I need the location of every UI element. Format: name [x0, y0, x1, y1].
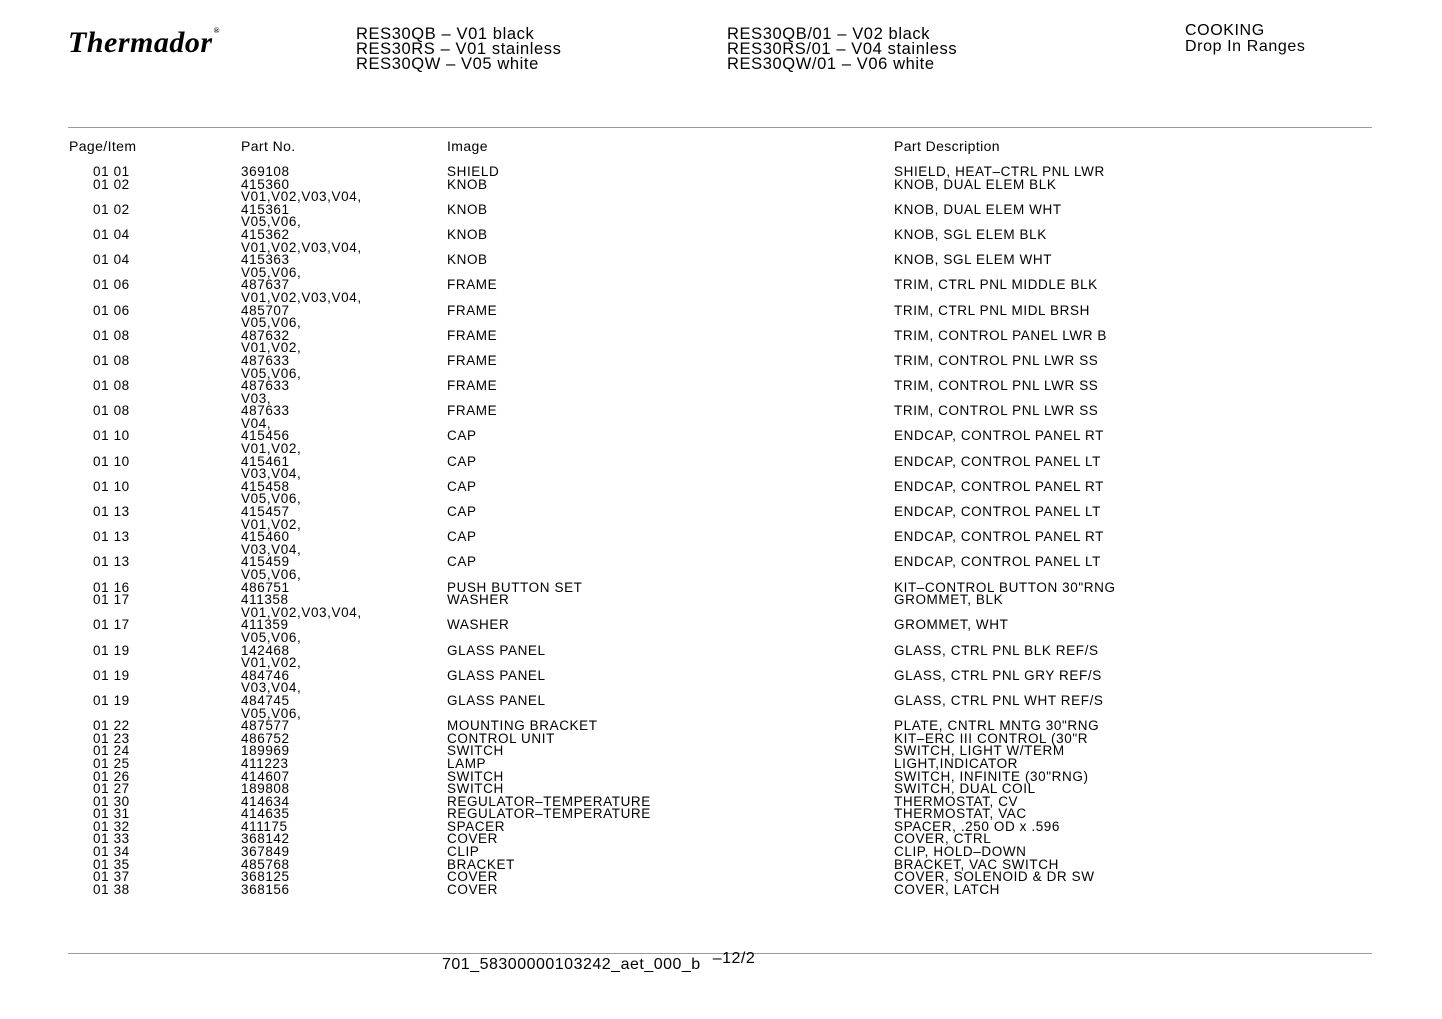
part-number-cell: 485768	[241, 856, 290, 872]
table-row	[0, 579, 1442, 595]
part-description-cell: LIGHT,INDICATOR	[894, 755, 1019, 771]
table-row	[0, 352, 1442, 368]
part-number-cell: V05,V06,	[241, 705, 302, 721]
part-number-cell: 487633	[241, 403, 290, 419]
part-description-cell: CLIP, HOLD–DOWN	[894, 844, 1027, 860]
part-description-cell: COVER, SOLENOID & DR SW	[894, 869, 1095, 885]
table-row	[0, 493, 1442, 506]
part-number-cell: 189969	[241, 743, 290, 759]
parts-table	[0, 166, 1442, 896]
table-row	[0, 856, 1442, 872]
page-item-cell: 01 35	[93, 856, 130, 872]
part-number-cell: 484745	[241, 692, 290, 708]
table-row	[0, 478, 1442, 494]
table-row	[0, 531, 1442, 544]
image-cell: FRAME	[447, 327, 498, 343]
page-item-cell: 01 38	[93, 881, 130, 897]
part-number-cell: 368125	[241, 869, 290, 885]
part-number-cell: 414634	[241, 793, 290, 809]
part-description-cell: SWITCH, LIGHT W/TERM	[894, 743, 1065, 759]
part-description-cell: GLASS, CTRL PNL BLK REF/S	[894, 642, 1099, 658]
table-row	[0, 682, 1442, 695]
model-line: RES30QB/01 – V02 black	[727, 25, 931, 43]
table-row	[0, 720, 1442, 733]
page-item-cell: 01 02	[93, 176, 130, 192]
page-item-cell: 01 19	[93, 667, 130, 683]
page-item-cell: 01 08	[93, 352, 130, 368]
table-row	[0, 705, 1442, 721]
part-number-cell: 487632	[241, 327, 290, 343]
page-item-cell: 01 32	[93, 818, 130, 834]
page-item-cell: 01 31	[93, 806, 130, 822]
table-row	[0, 871, 1442, 884]
image-cell: SPACER	[447, 818, 506, 834]
part-description-cell: GLASS, CTRL PNL GRY REF/S	[894, 667, 1102, 683]
part-description-cell: THERMOSTAT, VAC	[894, 806, 1027, 822]
header-divider	[68, 127, 1372, 128]
table-row	[0, 569, 1442, 582]
part-number-cell: 369108	[241, 164, 290, 179]
table-row	[0, 191, 1442, 204]
part-number-cell: V01,V02,V03,V04,	[241, 289, 362, 305]
table-row	[0, 226, 1442, 242]
part-number-cell: V05,V06,	[241, 491, 302, 507]
table-row	[0, 730, 1442, 746]
part-description-cell: SPACER, .250 OD x .596	[894, 818, 1061, 834]
page-item-cell: 01 16	[93, 579, 130, 595]
category-main: COOKING	[1185, 22, 1265, 39]
model-line: RES30QB – V01 black	[356, 25, 535, 43]
table-row	[0, 453, 1442, 469]
image-cell: SHIELD	[447, 164, 500, 179]
image-cell: REGULATOR–TEMPERATURE	[447, 793, 651, 809]
part-description-cell: SWITCH, DUAL COIL	[894, 781, 1036, 797]
table-row	[0, 415, 1442, 431]
part-number-cell: 415456	[241, 428, 290, 444]
part-number-cell: 415459	[241, 554, 290, 570]
registered-mark: ®	[213, 26, 220, 35]
part-description-cell: TRIM, CTRL PNL MIDDLE BLK	[894, 277, 1098, 293]
part-number-cell: V03,V04,	[241, 680, 302, 696]
table-row	[0, 302, 1442, 318]
part-description-cell: GLASS, CTRL PNL WHT REF/S	[894, 692, 1104, 708]
table-row	[0, 604, 1442, 620]
part-number-cell: 411223	[241, 755, 289, 771]
column-header-image: Image	[447, 138, 488, 154]
part-description-cell: ENDCAP, CONTROL PANEL RT	[894, 428, 1104, 444]
part-number-cell: 487633	[241, 352, 290, 368]
column-header-item: Page/Item	[69, 138, 137, 154]
page-item-cell: 01 22	[93, 718, 130, 734]
part-description-cell: KNOB, DUAL ELEM BLK	[894, 176, 1057, 192]
table-row	[0, 657, 1442, 670]
part-number-cell: 142468	[241, 642, 290, 658]
table-row	[0, 846, 1442, 859]
part-description-cell: THERMOSTAT, CV	[894, 793, 1019, 809]
image-cell: CLIP	[447, 844, 480, 860]
image-cell: COVER	[447, 831, 499, 847]
page-item-cell: 01 08	[93, 327, 130, 343]
part-number-cell: 487577	[241, 718, 290, 734]
table-row	[0, 342, 1442, 355]
part-number-cell: V05,V06,	[241, 567, 302, 582]
part-number-cell: V05,V06,	[241, 365, 302, 381]
image-cell: LAMP	[447, 755, 487, 771]
part-number-cell: V05,V06,	[241, 214, 302, 230]
image-cell: GLASS PANEL	[447, 642, 546, 658]
part-number-cell: V01,V02,V03,V04,	[241, 189, 362, 205]
table-row	[0, 443, 1442, 456]
part-description-cell: TRIM, CONTROL PNL LWR SS	[894, 403, 1099, 419]
page-item-cell: 01 19	[93, 642, 130, 658]
image-cell: KNOB	[447, 201, 488, 217]
table-row	[0, 176, 1442, 192]
part-number-cell: 415461	[241, 453, 290, 469]
part-number-cell: 487637	[241, 277, 290, 293]
image-cell: COVER	[447, 869, 499, 885]
part-description-cell: GROMMET, BLK	[894, 592, 1004, 608]
table-row	[0, 755, 1442, 771]
table-row	[0, 430, 1442, 443]
table-row	[0, 405, 1442, 418]
category-sub: Drop In Ranges	[1185, 37, 1306, 55]
page-number: –12/2	[712, 950, 756, 967]
page-item-cell: 01 06	[93, 277, 130, 293]
table-row	[0, 642, 1442, 658]
image-cell: CAP	[447, 478, 477, 494]
table-row	[0, 380, 1442, 393]
page-item-cell: 01 10	[93, 478, 130, 494]
table-row	[0, 365, 1442, 381]
model-line: RES30RS/01 – V04 stainless	[727, 40, 958, 58]
table-row	[0, 793, 1442, 809]
page-item-cell: 01 17	[93, 617, 130, 633]
part-number-cell: 487633	[241, 378, 290, 394]
part-number-cell: 415460	[241, 529, 290, 545]
document-id: 701_58300000103242_aet_000_b	[442, 956, 701, 973]
part-description-cell: TRIM, CONTROL PANEL LWR B	[894, 327, 1108, 343]
brand-name: Thermador	[68, 26, 213, 59]
part-number-cell: 415457	[241, 504, 290, 520]
part-number-cell: 486751	[241, 579, 290, 595]
page-item-cell: 01 04	[93, 226, 130, 242]
part-number-cell: 189808	[241, 781, 290, 797]
page-item-cell: 01 08	[93, 378, 130, 394]
column-header-part: Part No.	[241, 138, 296, 154]
part-number-cell: V04,	[241, 415, 272, 431]
image-cell: FRAME	[447, 378, 498, 394]
thermador-logo	[68, 26, 220, 60]
image-cell: KNOB	[447, 226, 488, 242]
page-item-cell: 01 17	[93, 592, 130, 608]
part-number-cell: V01,V02,	[241, 340, 302, 356]
part-description-cell: SHIELD, HEAT–CTRL PNL LWR	[894, 164, 1105, 179]
model-list-1	[356, 27, 561, 72]
part-number-cell: V01,V02,	[241, 441, 302, 457]
part-number-cell: V05,V06,	[241, 629, 302, 645]
table-row	[0, 768, 1442, 784]
image-cell: CONTROL UNIT	[447, 730, 555, 746]
table-row	[0, 254, 1442, 267]
image-cell: FRAME	[447, 403, 498, 419]
table-row	[0, 468, 1442, 481]
table-row	[0, 594, 1442, 607]
part-number-cell: V01,V02,	[241, 516, 302, 532]
page-item-cell: 01 27	[93, 781, 130, 797]
part-description-cell: KIT–ERC III CONTROL (30"R	[894, 730, 1089, 746]
part-number-cell: V01,V02,	[241, 655, 302, 671]
page-item-cell: 01 30	[93, 793, 130, 809]
part-number-cell: 411175	[241, 818, 288, 834]
part-number-cell: 415361	[241, 201, 290, 217]
part-description-cell: KIT–CONTROL BUTTON 30"RNG	[894, 579, 1116, 595]
part-description-cell: ENDCAP, CONTROL PANEL RT	[894, 478, 1104, 494]
image-cell: WASHER	[447, 617, 510, 633]
part-number-cell: 415458	[241, 478, 290, 494]
part-description-cell: TRIM, CTRL PNL MIDL BRSH	[894, 302, 1090, 318]
image-cell: GLASS PANEL	[447, 692, 546, 708]
image-cell: FRAME	[447, 277, 498, 293]
page-item-cell: 01 04	[93, 252, 130, 268]
table-row	[0, 619, 1442, 632]
part-number-cell: V01,V02,V03,V04,	[241, 604, 362, 620]
table-row	[0, 289, 1442, 305]
part-description-cell: COVER, LATCH	[894, 881, 1000, 897]
image-cell: CAP	[447, 504, 477, 520]
page-item-cell: 01 13	[93, 504, 130, 520]
table-row	[0, 833, 1442, 846]
part-number-cell: 484746	[241, 667, 290, 683]
page-item-cell: 01 10	[93, 453, 130, 469]
part-number-cell: 415362	[241, 226, 290, 242]
image-cell: SWITCH	[447, 743, 504, 759]
table-row	[0, 818, 1442, 834]
part-number-cell: 368142	[241, 831, 290, 847]
part-number-cell: 368156	[241, 881, 290, 897]
table-row	[0, 264, 1442, 280]
part-description-cell: KNOB, SGL ELEM WHT	[894, 252, 1053, 268]
part-number-cell: V03,V04,	[241, 541, 302, 557]
image-cell: FRAME	[447, 302, 498, 318]
part-number-cell: V01,V02,V03,V04,	[241, 239, 362, 255]
table-row	[0, 239, 1442, 255]
image-cell: KNOB	[447, 176, 488, 192]
table-row	[0, 279, 1442, 292]
table-row	[0, 201, 1442, 217]
page-item-cell: 01 13	[93, 554, 130, 570]
page-item-cell: 01 01	[93, 164, 130, 179]
table-row	[0, 216, 1442, 229]
table-row	[0, 745, 1442, 758]
image-cell: GLASS PANEL	[447, 667, 546, 683]
part-number-cell: V03,V04,	[241, 466, 302, 482]
table-row	[0, 541, 1442, 557]
part-description-cell: SWITCH, INFINITE (30"RNG)	[894, 768, 1089, 784]
part-number-cell: V05,V06,	[241, 315, 302, 331]
image-cell: SWITCH	[447, 768, 504, 784]
table-row	[0, 516, 1442, 532]
image-cell: WASHER	[447, 592, 510, 608]
page-item-cell: 01 25	[93, 755, 130, 771]
page-item-cell: 01 37	[93, 869, 130, 885]
table-row	[0, 390, 1442, 406]
page-item-cell: 01 10	[93, 428, 130, 444]
model-line: RES30QW – V05 white	[356, 55, 539, 73]
part-description-cell: KNOB, DUAL ELEM WHT	[894, 201, 1062, 217]
image-cell: PUSH BUTTON SET	[447, 579, 583, 595]
image-cell: CAP	[447, 453, 477, 469]
part-description-cell: TRIM, CONTROL PNL LWR SS	[894, 378, 1099, 394]
page-item-cell: 01 06	[93, 302, 130, 318]
image-cell: MOUNTING BRACKET	[447, 718, 598, 734]
part-description-cell: ENDCAP, CONTROL PANEL LT	[894, 453, 1101, 469]
table-row	[0, 667, 1442, 683]
image-cell: CAP	[447, 554, 477, 570]
category-label	[1185, 23, 1305, 54]
part-number-cell: 415363	[241, 252, 290, 268]
page-item-cell: 01 19	[93, 692, 130, 708]
image-cell: CAP	[447, 428, 477, 444]
page-item-cell: 01 08	[93, 403, 130, 419]
image-cell: SWITCH	[447, 781, 504, 797]
image-cell: COVER	[447, 881, 499, 897]
page-item-cell: 01 26	[93, 768, 130, 784]
part-description-cell: COVER, CTRL	[894, 831, 992, 847]
model-line: RES30QW/01 – V06 white	[727, 55, 935, 73]
table-row	[0, 881, 1442, 897]
table-row	[0, 692, 1442, 708]
image-cell: CAP	[447, 529, 477, 545]
page-item-cell: 01 24	[93, 743, 130, 759]
image-cell: REGULATOR–TEMPERATURE	[447, 806, 651, 822]
page-item-cell: 01 13	[93, 529, 130, 545]
part-number-cell: 486752	[241, 730, 290, 746]
table-row	[0, 506, 1442, 519]
part-description-cell: BRACKET, VAC SWITCH	[894, 856, 1059, 872]
footer	[442, 950, 756, 974]
part-description-cell: GROMMET, WHT	[894, 617, 1009, 633]
table-row	[0, 629, 1442, 645]
part-description-cell: TRIM, CONTROL PNL LWR SS	[894, 352, 1099, 368]
table-row	[0, 808, 1442, 821]
table-row	[0, 556, 1442, 569]
part-number-cell: 485707	[241, 302, 290, 318]
page-item-cell: 01 33	[93, 831, 130, 847]
part-number-cell: 415360	[241, 176, 290, 192]
part-description-cell: PLATE, CNTRL MNTG 30"RNG	[894, 718, 1100, 734]
page-item-cell: 01 02	[93, 201, 130, 217]
model-line: RES30RS – V01 stainless	[356, 40, 562, 58]
part-number-cell: 414607	[241, 768, 290, 784]
table-row	[0, 327, 1442, 343]
page-item-cell: 01 34	[93, 844, 130, 860]
part-description-cell: ENDCAP, CONTROL PANEL LT	[894, 504, 1101, 520]
image-cell: KNOB	[447, 252, 488, 268]
table-row	[0, 166, 1442, 179]
part-number-cell: 367849	[241, 844, 290, 860]
table-row	[0, 317, 1442, 330]
part-description-cell: ENDCAP, CONTROL PANEL RT	[894, 529, 1104, 545]
page-item-cell: 01 23	[93, 730, 130, 746]
image-cell: FRAME	[447, 352, 498, 368]
part-number-cell: 411359	[241, 617, 289, 633]
model-list-2	[727, 27, 957, 72]
column-header-description: Part Description	[894, 138, 1000, 154]
part-description-cell: ENDCAP, CONTROL PANEL LT	[894, 554, 1101, 570]
part-number-cell: 414635	[241, 806, 290, 822]
part-number-cell: V05,V06,	[241, 264, 302, 280]
part-number-cell: 411358	[241, 592, 289, 608]
part-description-cell: KNOB, SGL ELEM BLK	[894, 226, 1047, 242]
part-number-cell: V03,	[241, 390, 272, 406]
table-row	[0, 783, 1442, 796]
image-cell: BRACKET	[447, 856, 515, 872]
